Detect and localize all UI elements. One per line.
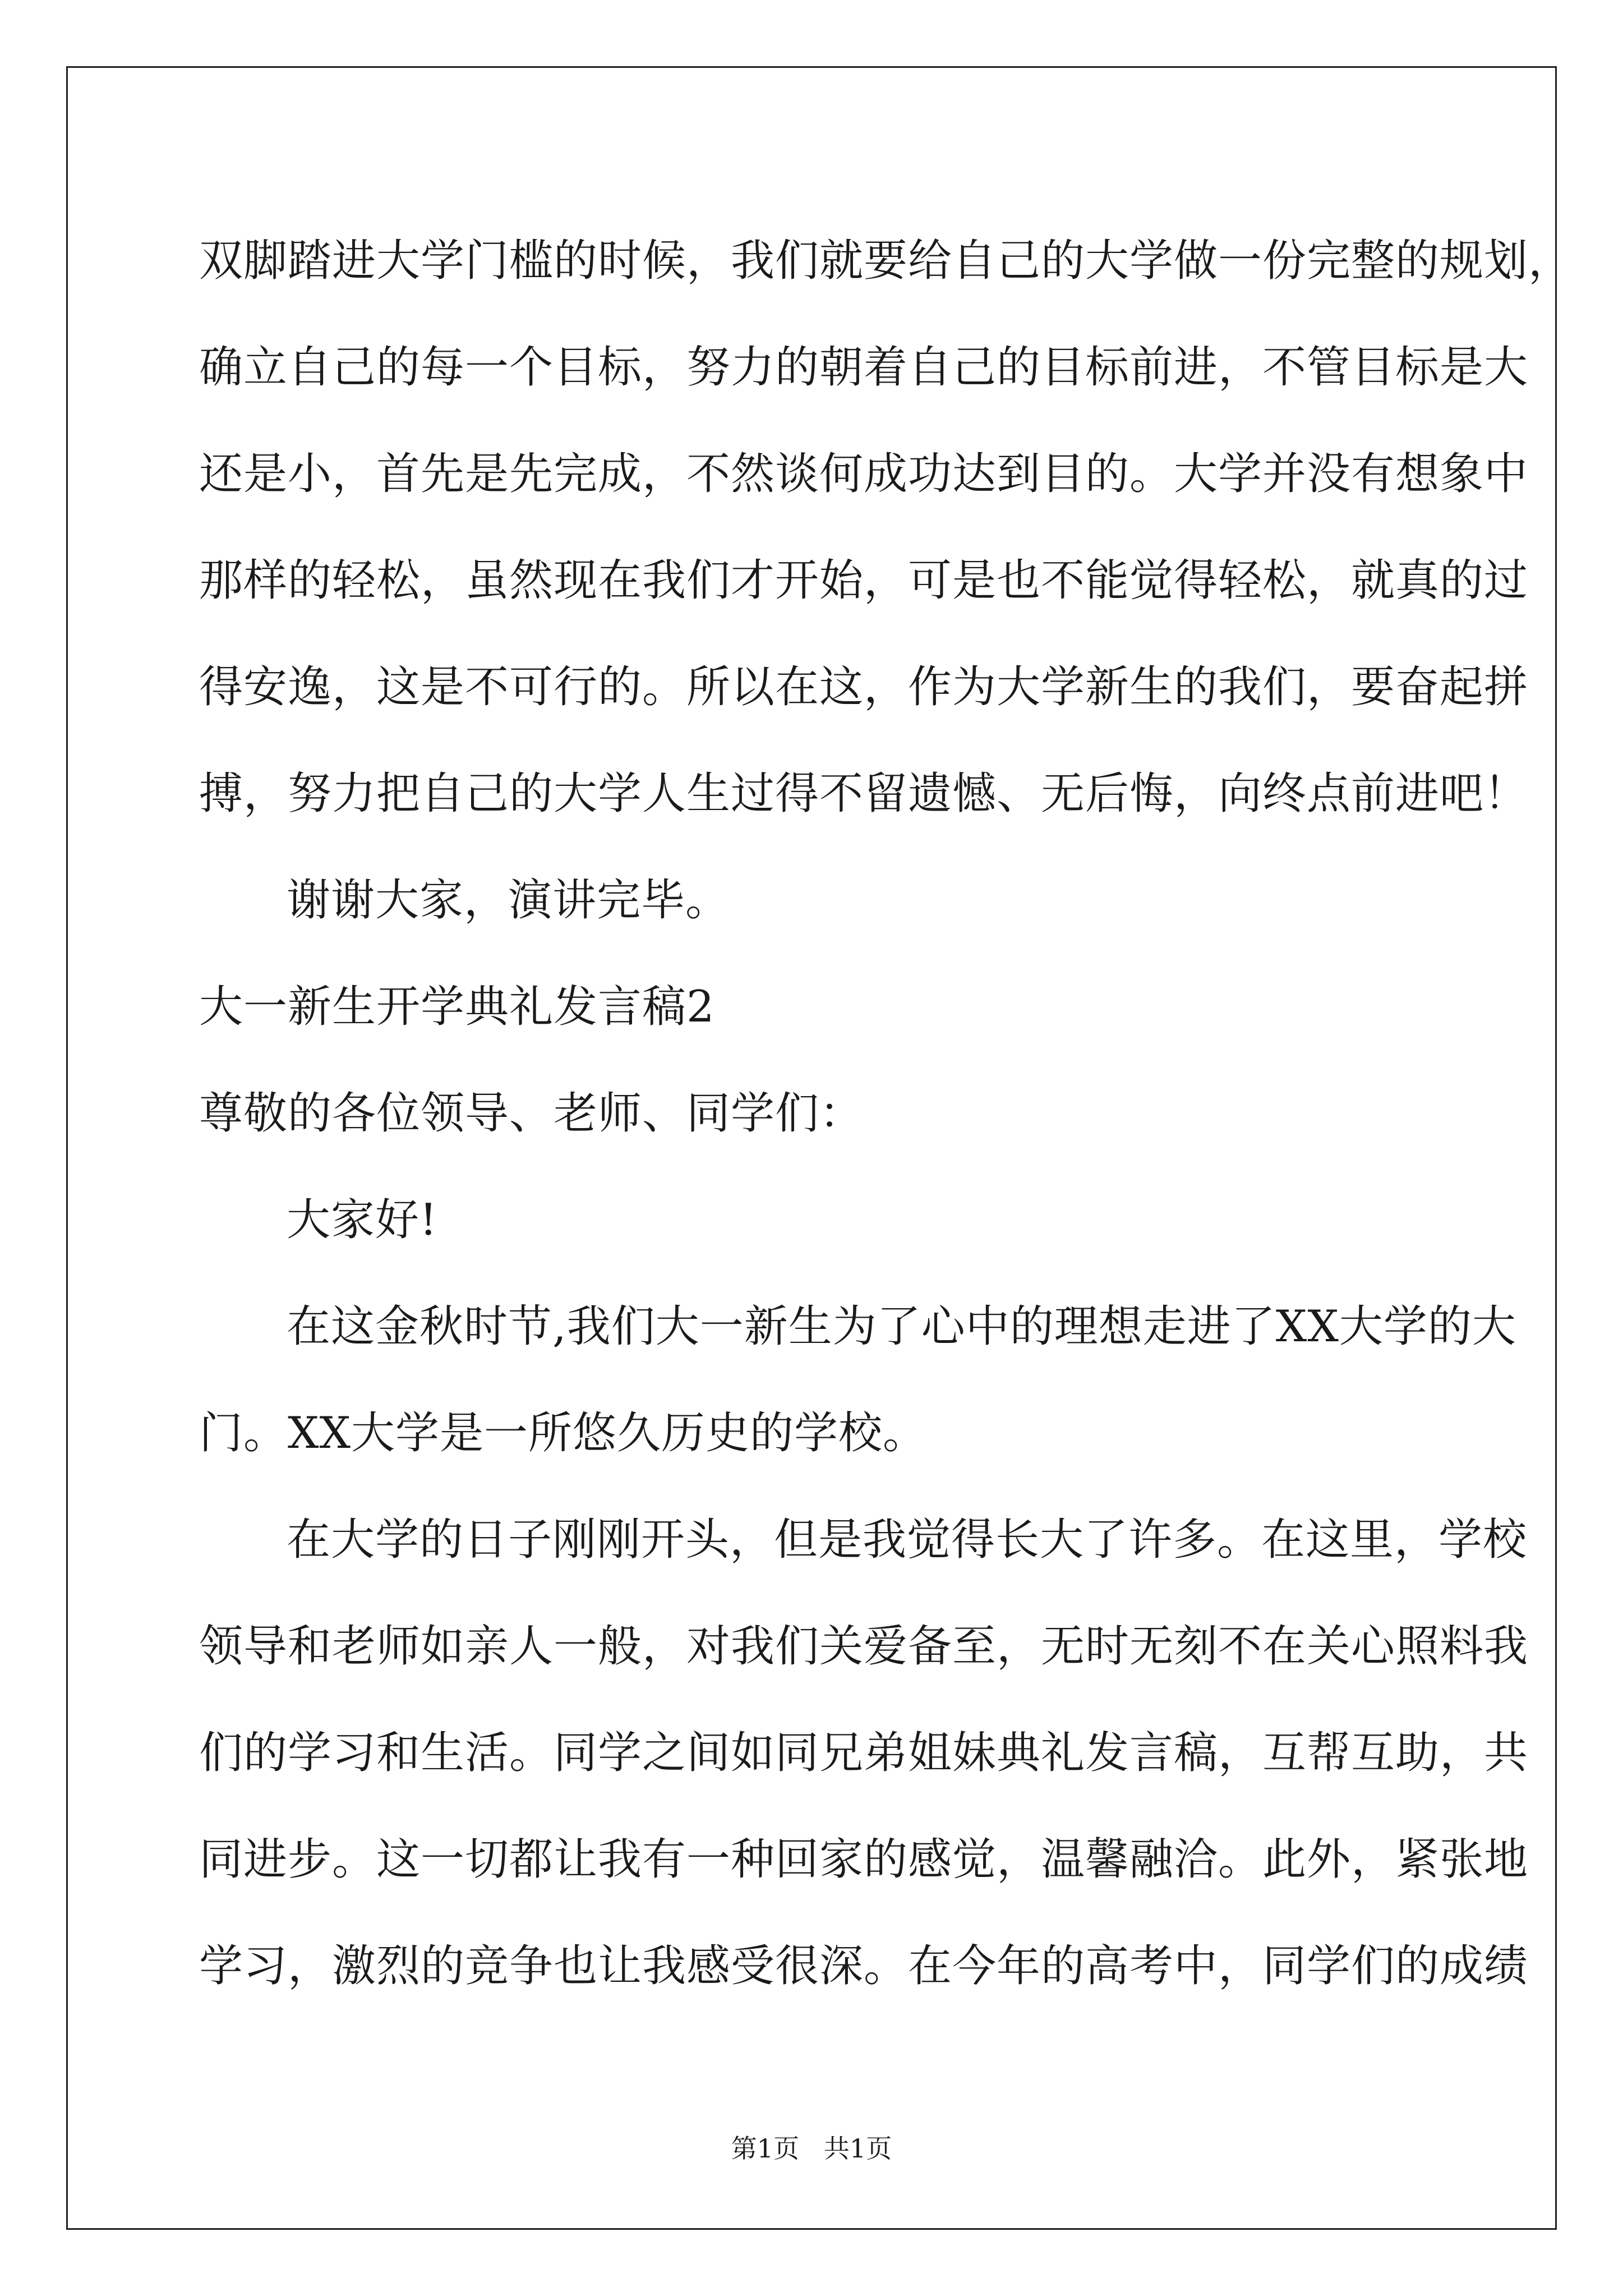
paragraph-line: 双脚踏进大学门槛的时候，我们就要给自己的大学做一份完整的规划，	[199, 236, 1573, 286]
paragraph-line: 搏，努力把自己的大学人生过得不留遗憾、无后悔，向终点前进吧！	[199, 769, 1529, 819]
paragraph-line: 领导和老师如亲人一般，对我们关爱备至，无时无刻不在关心照料我	[199, 1621, 1529, 1672]
paragraph-line: 门。XX大学是一所悠久历史的学校。	[199, 1408, 928, 1458]
paragraph-line: 在这金秋时节,我们大一新生为了心中的理想走进了XX大学的大	[287, 1301, 1516, 1352]
document-body	[199, 208, 1573, 2019]
greeting: 大家好!	[287, 1195, 438, 1245]
page-number-footer: 第1页 共1页	[731, 2133, 892, 2164]
paragraph-line: 得安逸，这是不可行的。所以在这，作为大学新生的我们，要奋起拼	[199, 662, 1529, 712]
paragraph-line: 确立自己的每一个目标，努力的朝着自己的目标前进，不管目标是大	[199, 342, 1529, 393]
paragraph-line: 还是小，首先是先完成，不然谈何成功达到目的。大学并没有想象中	[199, 449, 1529, 499]
salutation: 尊敬的各位领导、老师、同学们：	[199, 1088, 864, 1139]
section-title: 大一新生开学典礼发言稿2	[199, 982, 715, 1032]
closing-line: 谢谢大家，演讲完毕。	[287, 875, 730, 926]
paragraph-line: 那样的轻松，虽然现在我们才开始，可是也不能觉得轻松，就真的过	[199, 555, 1529, 606]
paragraph-line: 学习，激烈的竞争也让我感受很深。在今年的高考中，同学们的成绩	[199, 1941, 1529, 1991]
paragraph-line: 同进步。这一切都让我有一种回家的感觉，温馨融洽。此外，紧张地	[199, 1834, 1529, 1885]
paragraph-line: 在大学的日子刚刚开头，但是我觉得长大了许多。在这里，学校	[287, 1515, 1528, 1565]
paragraph-line: 们的学习和生活。同学之间如同兄弟姐妹典礼发言稿，互帮互助，共	[199, 1728, 1529, 1778]
